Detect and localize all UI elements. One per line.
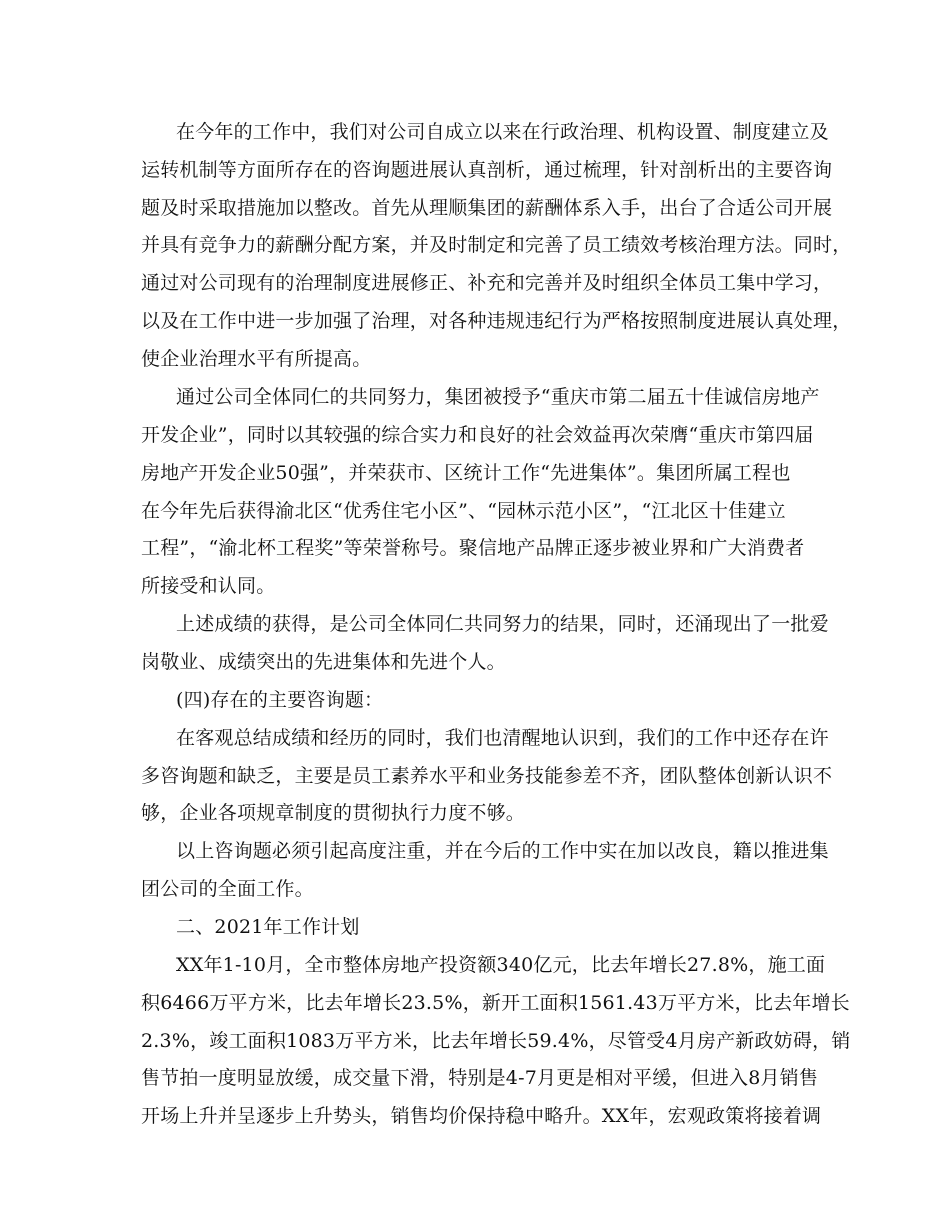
paragraph-line: 在今年先后获得渝北区“优秀住宅小区”、“园林示范小区”，“江北区十佳建立 — [141, 500, 786, 522]
paragraph-line: 2.3%，竣工面积1083万平方米，比去年增长59.4%，尽管受4月房产新政妨碍，销 — [141, 1030, 851, 1052]
paragraph-line: 够，企业各项规章制度的贯彻执行力度不够。 — [141, 802, 526, 824]
paragraph-line: 工程”，“渝北杯工程奖”等荣誉称号。聚信地产品牌正逐步被业界和广大消费者 — [141, 537, 805, 559]
paragraph-line: 并具有竞争力的薪酬分配方案，并及时制定和完善了员工绩效考核治理方法。同时， — [141, 234, 852, 256]
paragraph-line: 上述成绩的获得，是公司全体同仁共同努力的结果，同时，还涌现出了一批爱 — [176, 613, 829, 635]
paragraph-line: 开场上升并呈逐步上升势头，销售均价保持稳中略升。XX年，宏观政策将接着调 — [141, 1105, 822, 1127]
paragraph-line: 在今年的工作中，我们对公司自成立以来在行政治理、机构设置、制度建立及 — [176, 121, 829, 143]
paragraph-line: 岗敬业、成绩突出的先进集体和先进个人。 — [141, 651, 506, 673]
paragraph-line: 房地产开发企业50强”，并荣获市、区统计工作“先进集体”。集团所属工程也 — [141, 462, 791, 484]
paragraph-line: 使企业治理水平有所提高。 — [141, 348, 372, 370]
paragraph-line: 多咨询题和缺乏，主要是员工素养水平和业务技能参差不齐，团队整体创新认识不 — [141, 765, 833, 787]
paragraph-line: 运转机制等方面所存在的咨询题进展认真剖析，通过梳理，针对剖析出的主要咨询 — [141, 159, 833, 181]
paragraph-line: 以及在工作中进一步加强了治理，对各种违规违纪行为严格按照制度进展认真处理， — [141, 310, 852, 332]
paragraph-line: 售节拍一度明显放缓，成交量下滑，特别是4-7月更是相对平缓，但进入8月销售 — [141, 1067, 819, 1089]
paragraph-line: XX年1-10月，全市整体房地产投资额340亿元，比去年增长27.8%，施工面 — [176, 954, 826, 976]
paragraph-line: 团公司的全面工作。 — [141, 878, 314, 900]
paragraph-line: 在客观总结成绩和经历的同时，我们也清醒地认识到，我们的工作中还存在许 — [176, 727, 829, 749]
section-heading: 二、2021年工作计划 — [176, 916, 360, 938]
paragraph-line: 所接受和认同。 — [141, 575, 276, 597]
paragraph-line: 通过对公司现有的治理制度进展修正、补充和完善并及时组织全体员工集中学习， — [141, 272, 833, 294]
paragraph-line: 以上咨询题必须引起高度注重，并在今后的工作中实在加以改良，籍以推进集 — [176, 840, 829, 862]
paragraph-line: 积6466万平方米，比去年增长23.5%，新开工面积1561.43万平方米，比去年增长 — [141, 992, 850, 1014]
paragraph-line: 开发企业”，同时以其较强的综合实力和良好的社会效益再次荣膺“重庆市第四届 — [141, 424, 814, 446]
paragraph-line: 题及时采取措施加以整改。首先从理顺集团的薪酬体系入手，出台了合适公司开展 — [141, 197, 833, 219]
paragraph-line: 通过公司全体同仁的共同努力，集团被授予“重庆市第二届五十佳诚信房地产 — [176, 386, 820, 408]
section-heading: (四)存在的主要咨询题： — [176, 689, 384, 711]
